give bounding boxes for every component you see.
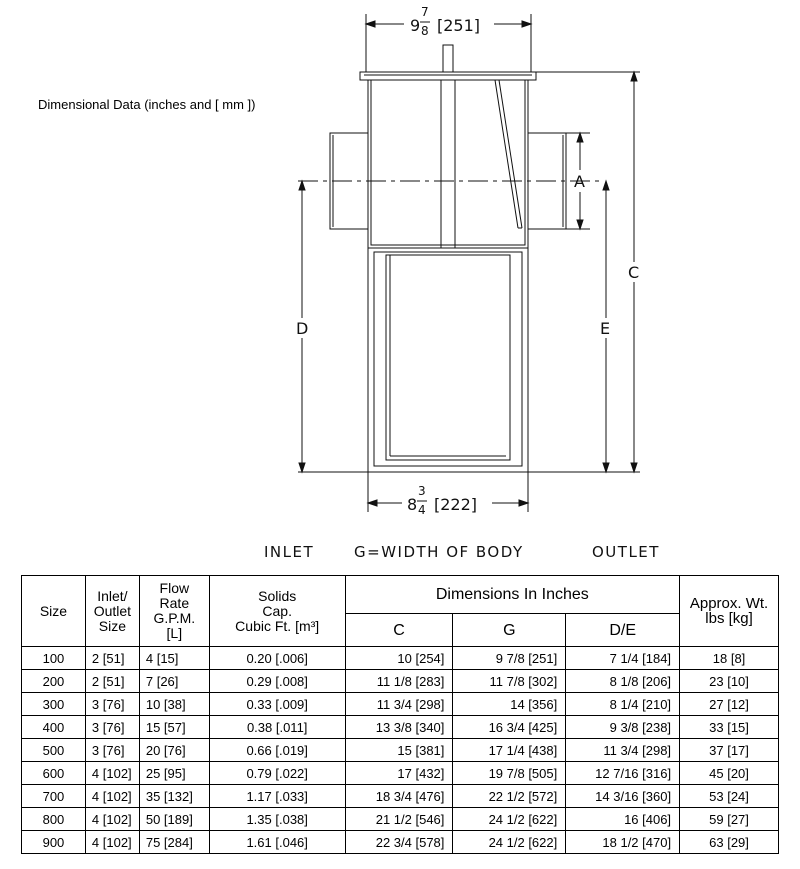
table-row bbox=[22, 808, 779, 831]
cell-wt: 45 [20] bbox=[680, 762, 779, 785]
cell-solids: 1.17 [.033] bbox=[209, 785, 345, 808]
cell-inlet: 4 [102] bbox=[85, 808, 139, 831]
cell-c: 11 3/4 [298] bbox=[345, 693, 453, 716]
cell-c: 11 1/8 [283] bbox=[345, 670, 453, 693]
bottom-width-mm: [222] bbox=[434, 495, 478, 514]
cell-size: 900 bbox=[22, 831, 86, 854]
cell-size: 700 bbox=[22, 785, 86, 808]
table-row bbox=[22, 647, 779, 670]
cell-c: 17 [432] bbox=[345, 762, 453, 785]
bottom-width-whole: 8 bbox=[407, 495, 418, 514]
header-dimensions: Dimensions In Inches bbox=[345, 576, 679, 614]
cell-wt: 53 [24] bbox=[680, 785, 779, 808]
header-solids-cap: Solids Cap. Cubic Ft. [m³] bbox=[209, 576, 345, 647]
caption: Dimensional Data (inches and [ mm ]) bbox=[38, 97, 256, 112]
cell-g: 19 7/8 [505] bbox=[453, 762, 566, 785]
table-row bbox=[22, 785, 779, 808]
label-c: C bbox=[628, 263, 640, 282]
cell-de: 12 7/16 [316] bbox=[566, 762, 680, 785]
cell-wt: 27 [12] bbox=[680, 693, 779, 716]
cell-g: 11 7/8 [302] bbox=[453, 670, 566, 693]
cell-c: 18 3/4 [476] bbox=[345, 785, 453, 808]
cell-flow: 50 [189] bbox=[139, 808, 209, 831]
cell-solids: 0.33 [.009] bbox=[209, 693, 345, 716]
cell-wt: 33 [15] bbox=[680, 716, 779, 739]
cell-de: 9 3/8 [238] bbox=[566, 716, 680, 739]
bottom-width-dimension bbox=[368, 472, 528, 517]
cell-g: 24 1/2 [622] bbox=[453, 808, 566, 831]
cell-size: 600 bbox=[22, 762, 86, 785]
cell-wt: 37 [17] bbox=[680, 739, 779, 762]
top-width-mm: [251] bbox=[437, 16, 481, 35]
cell-inlet: 3 [76] bbox=[85, 693, 139, 716]
table-row bbox=[22, 693, 779, 716]
dimension-e bbox=[600, 181, 610, 472]
cell-de: 8 1/8 [206] bbox=[566, 670, 680, 693]
cell-flow: 75 [284] bbox=[139, 831, 209, 854]
header-approx-weight: Approx. Wt. lbs [kg] bbox=[680, 576, 779, 647]
cell-inlet: 4 [102] bbox=[85, 785, 139, 808]
cell-solids: 0.20 [.006] bbox=[209, 647, 345, 670]
cell-size: 100 bbox=[22, 647, 86, 670]
cell-flow: 25 [95] bbox=[139, 762, 209, 785]
header-c: C bbox=[345, 614, 453, 647]
cell-g: 16 3/4 [425] bbox=[453, 716, 566, 739]
cell-de: 14 3/16 [360] bbox=[566, 785, 680, 808]
cell-c: 22 3/4 [578] bbox=[345, 831, 453, 854]
bottom-width-den: 4 bbox=[418, 503, 426, 517]
cell-solids: 1.61 [.046] bbox=[209, 831, 345, 854]
cell-g: 17 1/4 [438] bbox=[453, 739, 566, 762]
label-a: A bbox=[574, 172, 585, 191]
cell-inlet: 2 [51] bbox=[85, 670, 139, 693]
cell-inlet: 4 [102] bbox=[85, 831, 139, 854]
cell-flow: 10 [38] bbox=[139, 693, 209, 716]
cell-inlet: 2 [51] bbox=[85, 647, 139, 670]
cell-c: 21 1/2 [546] bbox=[345, 808, 453, 831]
dimension-table bbox=[21, 575, 779, 854]
cell-wt: 63 [29] bbox=[680, 831, 779, 854]
label-e: E bbox=[600, 319, 611, 338]
cell-solids: 0.79 [.022] bbox=[209, 762, 345, 785]
cell-c: 10 [254] bbox=[345, 647, 453, 670]
cell-c: 13 3/8 [340] bbox=[345, 716, 453, 739]
cell-inlet: 4 [102] bbox=[85, 762, 139, 785]
table-row bbox=[22, 762, 779, 785]
top-width-den: 8 bbox=[421, 24, 429, 38]
cell-wt: 59 [27] bbox=[680, 808, 779, 831]
cell-size: 200 bbox=[22, 670, 86, 693]
cell-flow: 20 [76] bbox=[139, 739, 209, 762]
cell-inlet: 3 [76] bbox=[85, 716, 139, 739]
table-row bbox=[22, 739, 779, 762]
cell-size: 300 bbox=[22, 693, 86, 716]
table-row bbox=[22, 831, 779, 854]
cell-flow: 35 [132] bbox=[139, 785, 209, 808]
label-d: D bbox=[296, 319, 309, 338]
cell-g: 22 1/2 [572] bbox=[453, 785, 566, 808]
legend-g-note: G=WIDTH OF BODY bbox=[354, 543, 524, 561]
dimension-c bbox=[528, 72, 640, 472]
cell-solids: 0.29 [.008] bbox=[209, 670, 345, 693]
top-width-num: 7 bbox=[421, 5, 429, 19]
cell-de: 18 1/2 [470] bbox=[566, 831, 680, 854]
cell-size: 400 bbox=[22, 716, 86, 739]
cell-de: 16 [406] bbox=[566, 808, 680, 831]
cell-wt: 18 [8] bbox=[680, 647, 779, 670]
header-de: D/E bbox=[566, 614, 680, 647]
cell-flow: 15 [57] bbox=[139, 716, 209, 739]
cell-size: 500 bbox=[22, 739, 86, 762]
cell-inlet: 3 [76] bbox=[85, 739, 139, 762]
cell-c: 15 [381] bbox=[345, 739, 453, 762]
cell-size: 800 bbox=[22, 808, 86, 831]
table-row bbox=[22, 716, 779, 739]
cell-flow: 7 [26] bbox=[139, 670, 209, 693]
legend-inlet: INLET bbox=[264, 543, 315, 561]
cell-solids: 0.66 [.019] bbox=[209, 739, 345, 762]
cell-de: 11 3/4 [298] bbox=[566, 739, 680, 762]
legend-outlet: OUTLET bbox=[592, 543, 660, 561]
table-row bbox=[22, 670, 779, 693]
cell-wt: 23 [10] bbox=[680, 670, 779, 693]
cell-solids: 1.35 [.038] bbox=[209, 808, 345, 831]
header-flow-rate: Flow Rate G.P.M. [L] bbox=[139, 576, 209, 647]
header-g: G bbox=[453, 614, 566, 647]
cell-g: 24 1/2 [622] bbox=[453, 831, 566, 854]
cell-flow: 4 [15] bbox=[139, 647, 209, 670]
cell-g: 14 [356] bbox=[453, 693, 566, 716]
header-inlet-outlet: Inlet/ Outlet Size bbox=[85, 576, 139, 647]
cell-g: 9 7/8 [251] bbox=[453, 647, 566, 670]
cell-solids: 0.38 [.011] bbox=[209, 716, 345, 739]
header-size: Size bbox=[22, 576, 86, 647]
bottom-width-num: 3 bbox=[418, 484, 426, 498]
top-width-whole: 9 bbox=[410, 16, 421, 35]
cell-de: 8 1/4 [210] bbox=[566, 693, 680, 716]
cell-de: 7 1/4 [184] bbox=[566, 647, 680, 670]
